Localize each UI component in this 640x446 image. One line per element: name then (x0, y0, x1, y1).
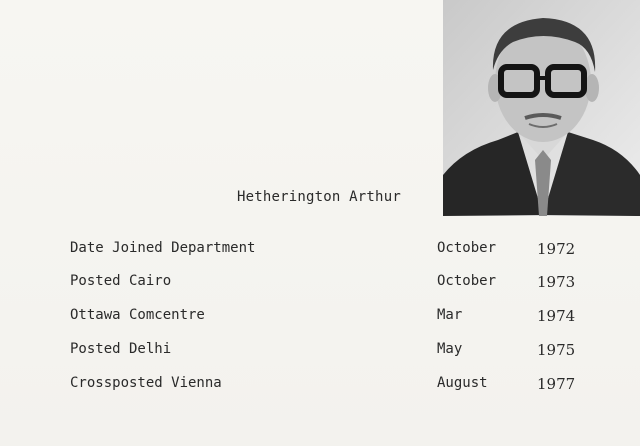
portrait-photo (443, 0, 640, 216)
history-row (0, 341, 640, 363)
event-label: Ottawa Comcentre (70, 307, 205, 323)
history-row (0, 307, 640, 329)
history-row (0, 273, 640, 295)
event-year: 1977 (537, 375, 576, 393)
event-year: 1974 (537, 307, 576, 325)
event-label: Posted Cairo (70, 273, 172, 289)
history-row (0, 240, 640, 262)
event-label: Crossposted Vienna (70, 375, 222, 391)
event-label: Posted Delhi (70, 341, 172, 357)
event-year: 1972 (537, 240, 576, 258)
event-year: 1975 (537, 341, 576, 359)
event-year: 1973 (537, 273, 576, 291)
event-month: August (437, 375, 488, 391)
event-month: October (437, 273, 497, 289)
event-label: Date Joined Department (70, 240, 256, 256)
event-month: October (437, 240, 497, 256)
history-row (0, 375, 640, 397)
event-month: May (437, 341, 463, 357)
employee-name: Hetherington Arthur (237, 189, 401, 205)
event-month: Mar (437, 307, 463, 323)
